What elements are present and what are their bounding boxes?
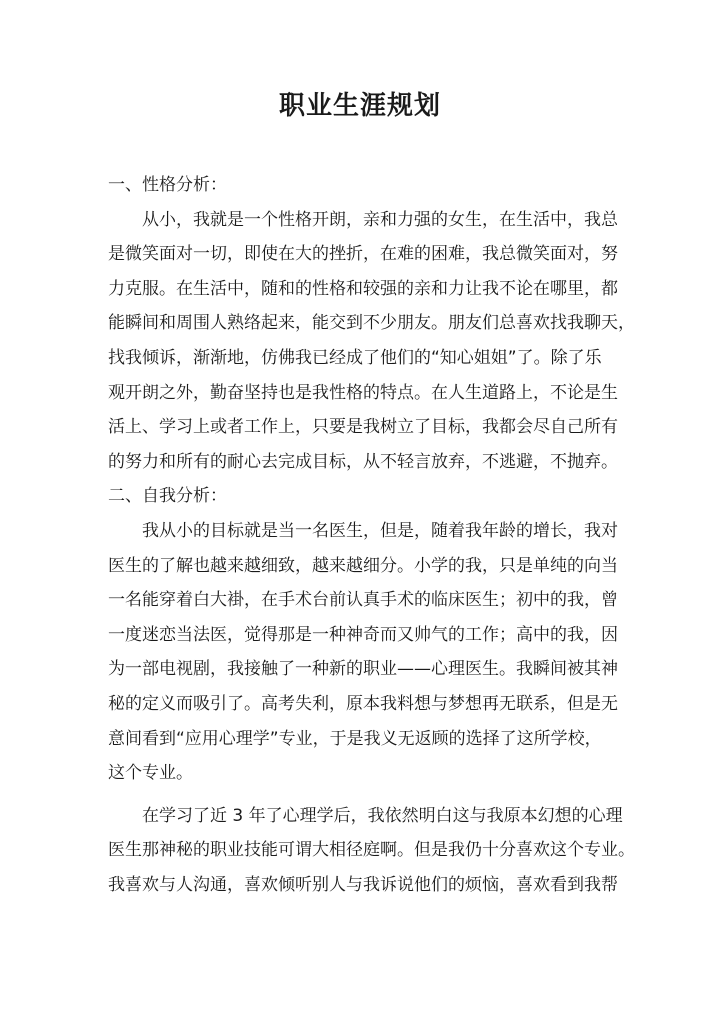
- paragraph-line: 是微笑面对一切，即使在大的挫折，在难的困难，我总微笑面对，努: [108, 244, 618, 265]
- paragraph-line: 观开朗之外，勤奋坚持也是我性格的特点。在人生道路上，不论是生: [108, 382, 618, 403]
- paragraph-line: 在学习了近 3 年了心理学后，我依然明白这与我原本幻想的心理: [142, 805, 623, 826]
- paragraph-line: 我从小的目标就是当一名医生，但是，随着我年龄的增长，我对: [142, 520, 618, 541]
- paragraph-line: 能瞬间和周围人熟络起来，能交到不少朋友。朋友们总喜欢找我聊天，: [108, 313, 635, 334]
- paragraph-gap: [108, 791, 612, 799]
- section-heading-personality: 一、性格分析：: [108, 175, 227, 195]
- paragraph-line: 医生那神秘的职业技能可谓大相径庭啊。但是我仍十分喜欢这个专业。: [108, 840, 635, 861]
- paragraph-line: 医生的了解也越来越细致，越来越细分。小学的我，只是单纯的向当: [108, 555, 618, 576]
- paragraph-line: 一名能穿着白大褂，在手术台前认真手术的临床医生；初中的我，曾: [108, 590, 618, 611]
- paragraph-line: 这个专业。: [108, 763, 193, 784]
- paragraph-line: 力克服。在生活中，随和的性格和较强的亲和力让我不论在哪里，都: [108, 278, 618, 299]
- document-body: [108, 168, 635, 902]
- section-heading-self: 二、自我分析：: [108, 486, 227, 507]
- page-title: 职业生涯规划: [278, 91, 441, 121]
- paragraph-line: 秘的定义而吸引了。高考失利，原本我料想与梦想再无联系，但是无: [108, 693, 618, 714]
- paragraph-line: 活上、学习上或者工作上，只要是我树立了目标，我都会尽自己所有: [108, 417, 618, 438]
- paragraph-line: 一度迷恋当法医，觉得那是一种神奇而又帅气的工作；高中的我，因: [108, 624, 618, 645]
- paragraph-line: 找我倾诉，渐渐地，仿佛我已经成了他们的“知心姐姐”了。除了乐: [108, 347, 602, 368]
- paragraph-line: 为一部电视剧，我接触了一种新的职业——心理医生。我瞬间被其神: [108, 659, 618, 680]
- paragraph-line: 意间看到“应用心理学”专业，于是我义无返顾的选择了这所学校，: [108, 728, 602, 749]
- paragraph-line: 从小，我就是一个性格开朗，亲和力强的女生，在生活中，我总: [142, 209, 618, 230]
- paragraph-line: 的努力和所有的耐心去完成目标，从不轻言放弃，不逃避，不抛弃。: [108, 451, 618, 472]
- paragraph-line: 我喜欢与人沟通，喜欢倾听别人与我诉说他们的烦恼，喜欢看到我帮: [108, 874, 618, 895]
